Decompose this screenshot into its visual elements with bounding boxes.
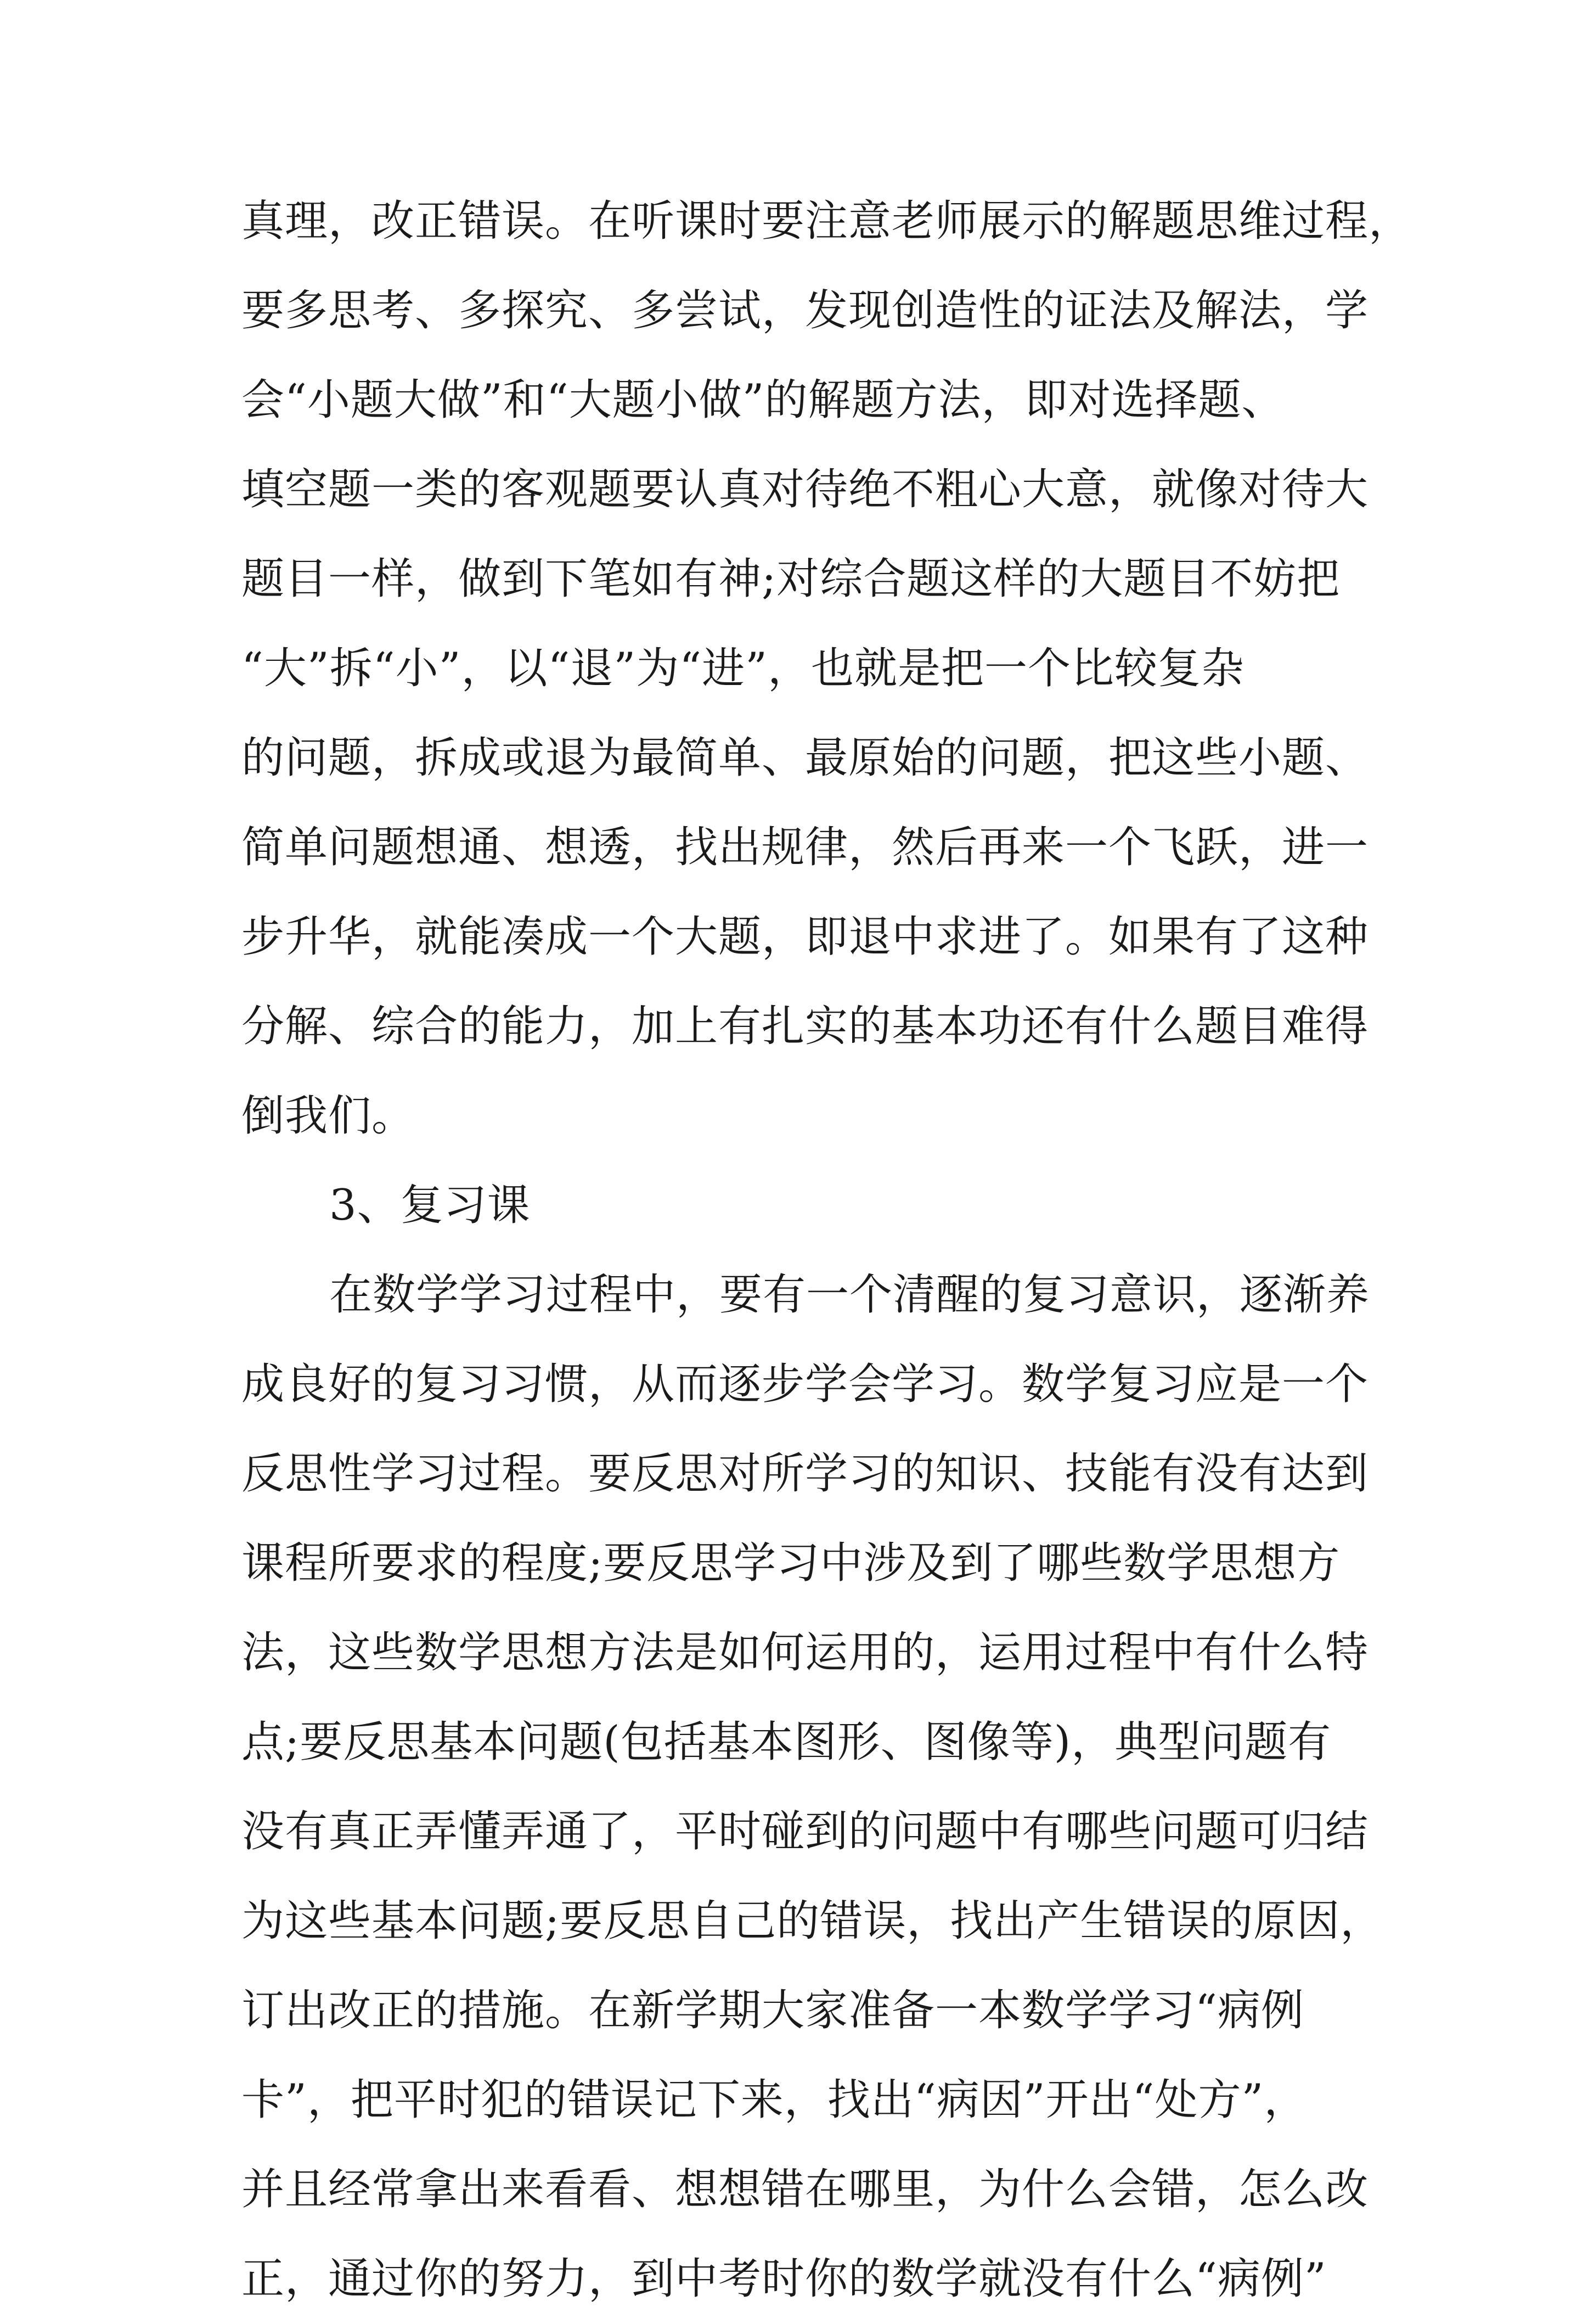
text-line: 的问题，拆成或退为最简单、最原始的问题，把这些小题、 (241, 733, 1369, 783)
text-line: 题目一样，做到下笔如有神;对综合题这样的大题目不妨把 (241, 554, 1341, 604)
text-line: 课程所要求的程度;要反思学习中涉及到了哪些数学思想方 (241, 1539, 1341, 1588)
section-heading: 3、复习课 (329, 1181, 531, 1230)
text-line: 没有真正弄懂弄通了，平时碰到的问题中有哪些问题可归结 (241, 1807, 1369, 1856)
text-line: 订出改正的措施。在新学期大家准备一本数学学习“病例 (241, 1986, 1304, 2035)
text-line: 步升华，就能凑成一个大题，即退中求进了。如果有了这种 (241, 912, 1369, 962)
text-line: 会“小题大做”和“大题小做”的解题方法，即对选择题、 (241, 375, 1285, 425)
text-line: 简单问题想通、想透，找出规律，然后再来一个飞跃，进一 (241, 823, 1369, 872)
text-line: 反思性学习过程。要反思对所学习的知识、技能有没有达到 (241, 1449, 1369, 1498)
text-line: 真理，改正错误。在听课时要注意老师展示的解题思维过程， (241, 197, 1412, 246)
text-line: 点;要反思基本问题(包括基本图形、图像等)，典型问题有 (241, 1717, 1332, 1767)
text-line: 成良好的复习习惯，从而逐步学会学习。数学复习应是一个 (241, 1360, 1369, 1409)
body-text (241, 177, 1412, 2324)
text-line: 卡”，把平时犯的错误记下来，找出“病因”开出“处方”， (241, 2075, 1308, 2125)
text-line: 分解、综合的能力，加上有扎实的基本功还有什么题目难得 (241, 1002, 1369, 1051)
text-line: 法，这些数学思想方法是如何运用的，运用过程中有什么特 (241, 1628, 1369, 1677)
text-line: 在数学学习过程中，要有一个清醒的复习意识，逐渐养 (329, 1270, 1370, 1320)
text-line: “大”拆“小”，以“退”为“进”，也就是把一个比较复杂 (241, 644, 1245, 693)
text-line: 倒我们。 (241, 1091, 415, 1141)
text-line: 要多思考、多探究、多尝试，发现创造性的证法及解法，学 (241, 286, 1369, 335)
text-line: 为这些基本问题;要反思自己的错误，找出产生错误的原因， (241, 1896, 1384, 1946)
text-line: 正，通过你的努力，到中考时你的数学就没有什么“病例” (241, 2254, 1327, 2304)
text-line: 填空题一类的客观题要认真对待绝不粗心大意，就像对待大 (241, 465, 1369, 514)
text-line: 并且经常拿出来看看、想想错在哪里，为什么会错，怎么改 (241, 2165, 1369, 2214)
